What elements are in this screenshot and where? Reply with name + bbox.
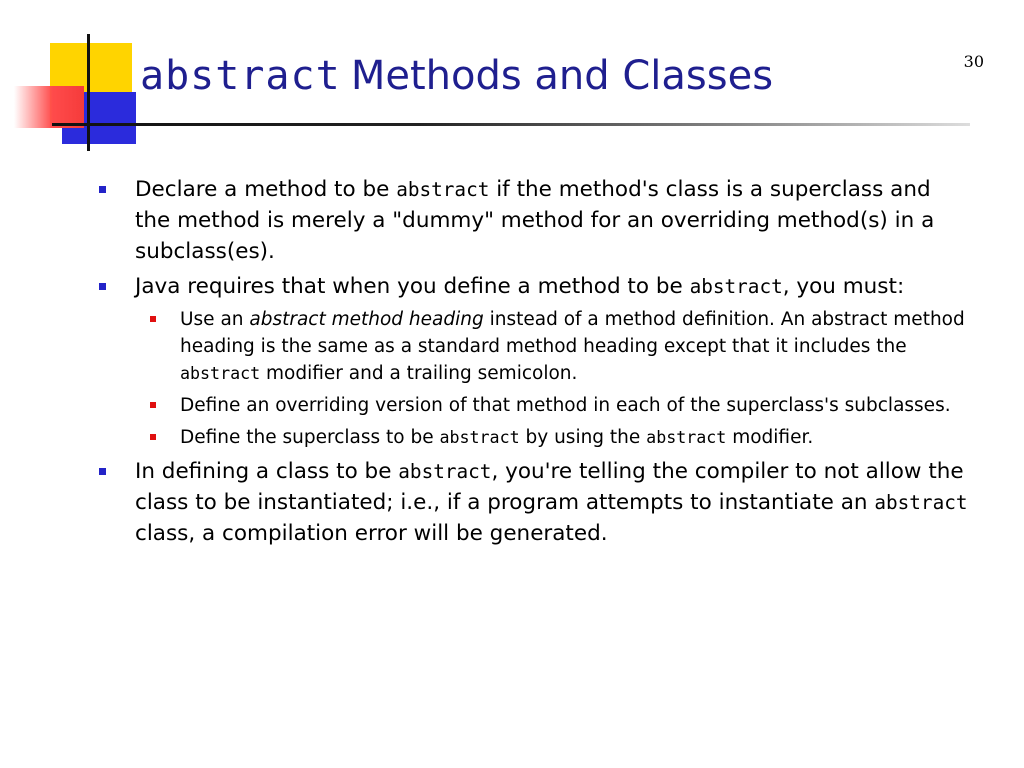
sub-bullet-text: Define the superclass to be <box>180 427 440 448</box>
bullet-item <box>96 271 968 302</box>
slide-title <box>140 53 774 99</box>
bullet-text: , you must: <box>782 274 905 299</box>
logo-red-bar <box>14 86 84 128</box>
bullet-text: if the method's class is a superclass and the method is merely a "dummy" method for an overriding method(s) in a subclass(es). <box>135 177 935 264</box>
code-keyword: abstract <box>874 491 968 514</box>
page-number: 30 <box>963 52 984 71</box>
title-code: abstract <box>140 53 341 99</box>
emphasized-term: abstract method heading <box>249 309 484 330</box>
code-keyword: abstract <box>646 428 727 447</box>
code-keyword: abstract <box>180 364 261 383</box>
sub-bullet-marker <box>150 434 156 440</box>
title-text: Methods and Classes <box>350 53 774 99</box>
sub-bullet-item <box>96 424 968 451</box>
sub-bullet-text: instead of a method definition. An abstract method heading is the same as a standard method heading except that it includes the <box>180 309 965 357</box>
bullet-text: Declare a method to be <box>135 177 397 202</box>
sub-bullet-text: by using the <box>519 427 647 448</box>
sub-bullet-item <box>96 306 968 387</box>
code-keyword: abstract <box>396 178 490 201</box>
title-underline <box>52 123 970 126</box>
bullet-text: class, a compilation error will be generated. <box>135 521 608 546</box>
bullet-text: In defining a class to be <box>135 459 399 484</box>
sub-bullet-item <box>96 392 968 419</box>
bullet-marker <box>99 283 106 290</box>
bullet-text: , you're telling the compiler to not allow the class to be instantiated; i.e., if a program attempts to instantiate an <box>135 459 964 515</box>
bullet-text: Java requires that when you define a method to be <box>135 274 690 299</box>
logo-vertical-line <box>87 34 90 151</box>
sub-bullet-text: Use an <box>180 309 250 330</box>
slide-content <box>96 174 968 553</box>
bullet-item <box>96 174 968 267</box>
sub-bullet-text: Define an overriding version of that method in each of the superclass's subclasses. <box>180 395 951 416</box>
code-keyword: abstract <box>439 428 520 447</box>
code-keyword: abstract <box>398 460 492 483</box>
sub-bullet-text: modifier. <box>726 427 814 448</box>
sub-bullet-text: modifier and a trailing semicolon. <box>260 363 578 384</box>
sub-bullet-marker <box>150 316 156 322</box>
bullet-marker <box>99 186 106 193</box>
bullet-marker <box>99 468 106 475</box>
code-keyword: abstract <box>689 275 783 298</box>
bullet-item <box>96 456 968 549</box>
sub-bullet-marker <box>150 402 156 408</box>
